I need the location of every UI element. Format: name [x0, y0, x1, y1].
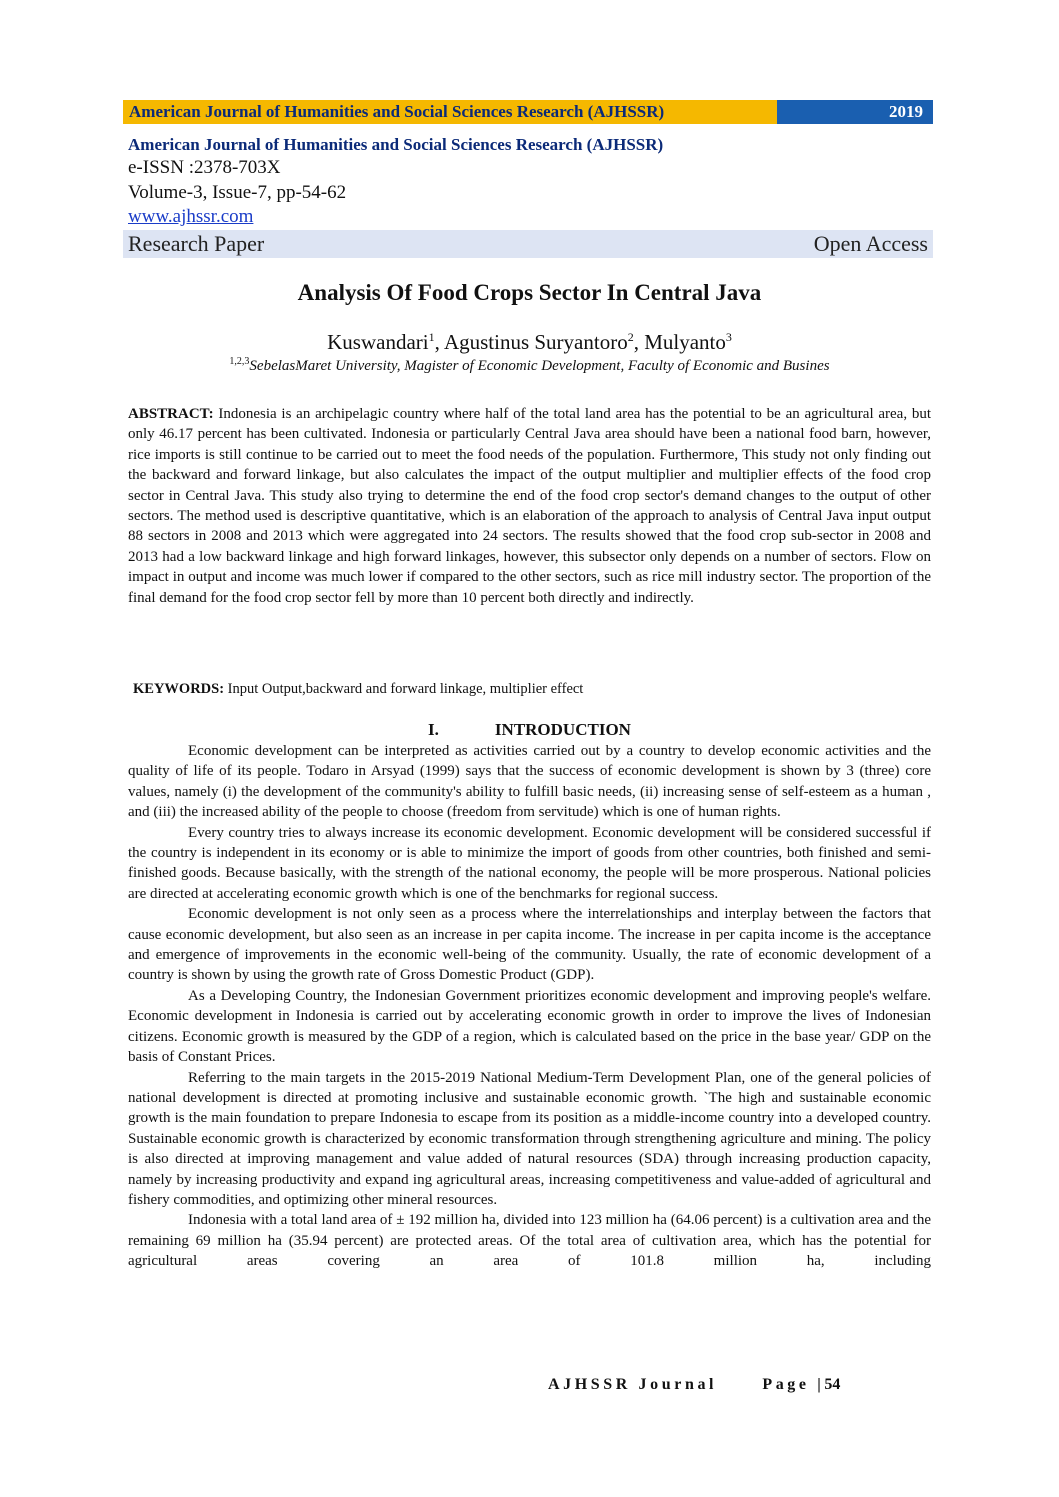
access-type: Open Access: [813, 231, 928, 256]
keywords: [133, 681, 583, 698]
paragraph: Economic development is not only seen as a process where the interrelationships and interplay between the factors that cause economic development, but also seen as an increase in per capita income. The increase in per capita income is the acceptance and emergence of improvements in the economic well-being of the community. Usually, the rate of economic development of a country is shown by using the growth rate of Gross Domestic Product (GDP).: [128, 906, 931, 984]
issn: e-ISSN :2378-703X: [128, 157, 281, 178]
paragraph: Indonesia with a total land area of ± 192 million ha, divided into 123 million ha (64.06 percent) is a cultivation area and the remaining 69 million ha (35.94 percent) are protected areas. Of the total area of cultivation area, which has the potential for agricultural areas covering an area of 101.8 million ha, including: [128, 1212, 931, 1270]
author-sup: 2: [627, 330, 634, 344]
article-type: Research Paper: [128, 231, 265, 256]
paragraph: Every country tries to always increase its economic development. Economic development will be considered successful if the country is independent in its economy or is able to minimize the import of goods from other countries, both finished and semi-finished goods. Because basically, with the strength of the national economy, the people will be more prosperous. National policies are directed at accelerating economic growth which is one of the benchmarks for regional success.: [128, 824, 931, 902]
journal-website-link[interactable]: www.ajhssr.com: [128, 206, 254, 227]
affiliation: [0, 356, 1059, 375]
year-band: 2019: [777, 100, 933, 124]
affiliation-sup: 1,2,3: [229, 356, 250, 367]
footer-journal: AJHSSR Journal: [548, 1376, 718, 1393]
affiliation-text: SebelasMaret University, Magister of Economic Development, Faculty of Economic and Busines: [249, 358, 830, 374]
page-number: 54: [824, 1376, 841, 1393]
journal-header-band: [123, 100, 933, 124]
section-number: I.: [428, 720, 439, 739]
paper-title: Analysis Of Food Crops Sector In Central Java: [297, 280, 762, 305]
abstract-label: ABSTRACT:: [128, 406, 214, 422]
paragraph: As a Developing Country, the Indonesian Government prioritizes economic development and improving people's welfare. Economic development in Indonesia is carried out by accelerating economic growth in order to improve the lives of Indonesian citizens. Economic growth is measured by the GDP of a region, which is calculated based on the price in the base year/ GDP on the basis of Constant Prices.: [128, 987, 931, 1066]
article-type-bar: [123, 230, 933, 258]
page-footer: [548, 1376, 840, 1394]
section-title: INTRODUCTION: [494, 720, 631, 739]
paragraph: Referring to the main targets in the 2015-2019 National Medium-Term Development Plan, one of the general policies of national development is directed at promoting inclusive and sustainable economic growth. `The high and sustainable economic growth is the main foundation to prepare Indonesia to escape from its position as a middle-income country into a developed country. Sustainable economic growth is characterized by economic transformation through strengthening agriculture and mining. The policy is also directed at improving management and value added of natural resources (SDA) through increasing production capacity, namely by increasing productivity and expand ing agricultural areas, increasing competitiveness and value-added of agricultural and fishery commodities, and optimizing other mineral resources.: [128, 1069, 931, 1208]
keywords-text: Input Output,backward and forward linkage, multiplier effect: [227, 681, 584, 697]
author-sup: 3: [725, 330, 732, 344]
introduction-body: [128, 741, 931, 1272]
journal-name-band: American Journal of Humanities and Social Sciences Research (AJHSSR): [123, 100, 777, 124]
journal-name: American Journal of Humanities and Social Sciences Research (AJHSSR): [128, 135, 664, 154]
author-name: Agustinus Suryantoro: [443, 330, 628, 354]
abstract-text: Indonesia is an archipelagic country where half of the total land area has the potential to be an agricultural area, but only 46.17 percent has been cultivated. Indonesia or particularly Central Java area should have been a national food barn, however, rice imports is still continue to be carried out to meet the food needs of the population. Furthermore, This study not only finding out the backward and forward linkage, but also calculates the impact of the output multiplier and multiplier effects of the food crop sector in Central Java. This study also trying to determine the end of the food crop sector's demand changes to the output of other sectors. The method used is descriptive quantitative, which is an elaboration of the approach to analysis of Central Java input output 88 sectors in 2008 and 2013 which were aggregated into 24 sectors. The results showed that the food crop sub-sector in 2008 and 2013 had a low backward linkage and high forward linkages, however, this subsector only depends on a number of sectors. Flow on impact in output and income was much lower if compared to the other sectors, such as rice mill industry sector. The proportion of the final demand for the food crop sector fell by more than 10 percent both directly and indirectly.: [128, 406, 932, 606]
author-list: Kuswandari$^1$, Agustinus Suryantoro$^2$, Mulyanto$^3$: [327, 330, 732, 354]
keywords-label: KEYWORDS:: [133, 681, 225, 697]
paragraph: Economic development can be interpreted as activities carried out by a country to develop economic activities and the quality of life of its people. Todaro in Arsyad (1999) says that the success of economic development is shown by 3 (three) core values, namely (i) the development of the community's ability to fulfill basic needs, (ii) increasing sense of self-esteem as a human , and (iii) the increased ability of the people to choose (freedom from servitude) which is one of human rights.: [128, 743, 931, 821]
volume-issue: Volume-3, Issue-7, pp-54-62: [128, 182, 347, 203]
footer-page-label: Page |: [762, 1376, 825, 1393]
author-sup: 1: [428, 330, 435, 344]
author-name: Mulyanto: [644, 330, 726, 354]
author-name: Kuswandari: [327, 330, 429, 354]
abstract: [128, 404, 931, 608]
section-heading: [0, 720, 1059, 740]
